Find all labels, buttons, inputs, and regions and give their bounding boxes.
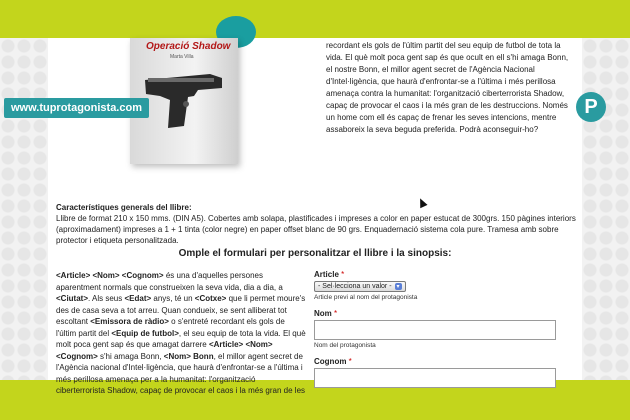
synopsis-text: , el seu equip de tota la vida. El què molt poca gent sap és que amagat darrere xyxy=(56,328,306,349)
synopsis-text: anys, té un xyxy=(151,294,195,303)
synopsis-text: , el millor agent secret de l'Agència nacional d'Intel·ligència, que haurà d'enfrontar-se a l'última i més perillosa amenaça per a la humanitat: l'organització ciberterrorista Shadow, capaç de provocar el caos i la més gran de les xyxy=(56,351,306,395)
synopsis-text: és una d'aquelles persones aparentment normals que construeixen la seva vida, dia a dia, a xyxy=(56,271,283,292)
placeholder-token: <Edat> xyxy=(124,294,152,303)
synopsis-text: o s'entreté recordant els gols de l'últim partit del xyxy=(56,317,285,338)
placeholder-token: <Article> <Nom> <Cognom> xyxy=(56,340,273,361)
book-author: Marta Villa xyxy=(170,54,194,60)
required-mark: * xyxy=(348,357,352,366)
synopsis-text: s'hi amaga Bonn, xyxy=(97,351,164,361)
specs-title: Característiques generals del llibre: xyxy=(56,203,192,212)
placeholder-token: <Article> <Nom> <Cognom> xyxy=(56,271,164,280)
personalization-form xyxy=(314,270,562,388)
pistol-icon xyxy=(140,66,230,136)
specs-body: Llibre de format 210 x 150 mms. (DIN A5). Cobertes amb solapa, plastificades i impreses a color en paper estucat de 300grs. 150 pàgines interiors (aproximadament) impreses a 1 + 1 tinta (color negre) en paper offset blanc de 90 grs. Enquadernació sistema cola pure. Tramesa amb sobre protector i etiqueta personalitzada. xyxy=(56,214,576,245)
book-specs xyxy=(56,202,576,246)
book-title: Operació Shadow xyxy=(146,41,231,52)
video-frame xyxy=(0,38,630,395)
synopsis-template xyxy=(56,270,306,397)
p-logo-icon: P xyxy=(576,92,606,122)
left-gutter xyxy=(0,38,48,380)
right-gutter xyxy=(582,38,630,380)
article-label: Article xyxy=(314,270,339,279)
web-page xyxy=(48,38,582,395)
cognom-label: Cognom xyxy=(314,357,347,366)
placeholder-token: <Emissora de ràdio> xyxy=(90,317,169,326)
article-select-value: - Sel·lecciona un valor - xyxy=(318,283,392,290)
chevron-down-icon: ▾ xyxy=(396,284,400,290)
placeholder-token: <Ciutat> xyxy=(56,294,89,303)
article-help: Article previ al nom del protagonista xyxy=(314,294,418,301)
nom-input[interactable] xyxy=(314,320,556,340)
placeholder-token: <Nom> Bonn xyxy=(163,351,214,361)
form-heading: Omple el formulari per personalitzar el llibre i la sinopsis: xyxy=(178,248,452,259)
synopsis-text: que li permet moure's des de casa seva a tot arreu. Quan condueix, se sent alliberat tot escoltant xyxy=(56,294,306,326)
nom-label: Nom xyxy=(314,309,332,318)
placeholder-token: <Cotxe> xyxy=(194,294,227,303)
required-mark: * xyxy=(341,270,345,279)
cognom-input[interactable] xyxy=(314,368,556,388)
nom-help: Nom del protagonista xyxy=(314,342,376,349)
required-mark: * xyxy=(334,309,338,318)
article-select[interactable] xyxy=(314,281,406,292)
watermark-url: www.tuprotagonista.com xyxy=(4,98,149,118)
story-text: recordant els gols de l'últim partit del seu equip de futbol de tota la vida. El què molt poca gent sap és que ocult en ell s'hi amaga Bonn, el nostre Bonn, el millor agent secret de l'Agència Nacional d'Intel·ligència, que haurà d'enfrontar-se a l'última i més perillosa amenaça contra la humanitat: l'organització ciberterrorista Shadow, capaç de provocar el caos i la més gran de les destruccions. Només un home com ell és capaç de frenar les seves intencions, mentre assaboreix la seva beguda preferida. Podrà aconseguir-ho? xyxy=(326,41,569,134)
synopsis-text: . Als seus xyxy=(88,294,125,303)
placeholder-token: <Equip de futbol> xyxy=(111,328,179,338)
